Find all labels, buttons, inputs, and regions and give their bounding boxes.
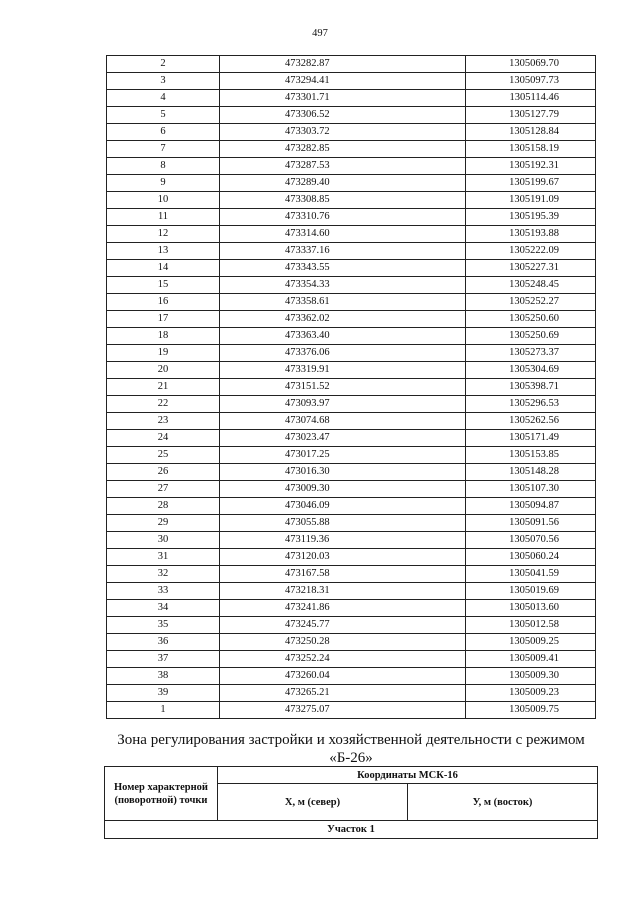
point-number-cell: 14 — [107, 260, 220, 277]
x-coordinate-cell: 473289.40 — [220, 175, 466, 192]
y-coordinate-cell: 1305192.31 — [466, 158, 596, 175]
table-row — [107, 447, 596, 464]
y-coordinate-cell: 1305248.45 — [466, 277, 596, 294]
point-number-cell: 21 — [107, 379, 220, 396]
y-coordinate-cell: 1305009.30 — [466, 668, 596, 685]
y-coordinate-cell: 1305013.60 — [466, 600, 596, 617]
point-number-header: Номер характерной (поворотной) точки — [105, 767, 218, 821]
y-coordinate-cell: 1305398.71 — [466, 379, 596, 396]
point-number-cell: 10 — [107, 192, 220, 209]
point-number-cell: 35 — [107, 617, 220, 634]
y-coordinate-cell: 1305273.37 — [466, 345, 596, 362]
x-coordinate-cell: 473363.40 — [220, 328, 466, 345]
y-coordinate-cell: 1305009.75 — [466, 702, 596, 719]
y-coordinate-cell: 1305107.30 — [466, 481, 596, 498]
table-row — [107, 243, 596, 260]
table-row — [107, 311, 596, 328]
point-number-cell: 23 — [107, 413, 220, 430]
zone-title: Зона регулирования застройки и хозяйственной деятельности с режимом «Б-26» — [117, 732, 585, 766]
section-label: Участок 1 — [105, 821, 598, 839]
table-row — [107, 362, 596, 379]
zone-coordinates-header-table — [104, 766, 598, 839]
x-coordinate-cell: 473017.25 — [220, 447, 466, 464]
x-coordinate-cell: 473287.53 — [220, 158, 466, 175]
table-row — [107, 294, 596, 311]
point-number-cell: 13 — [107, 243, 220, 260]
point-number-cell: 32 — [107, 566, 220, 583]
point-number-cell: 15 — [107, 277, 220, 294]
table-row — [107, 413, 596, 430]
table-row — [107, 260, 596, 277]
point-number-cell: 38 — [107, 668, 220, 685]
y-coordinate-cell: 1305070.56 — [466, 532, 596, 549]
point-number-cell: 6 — [107, 124, 220, 141]
point-number-cell: 17 — [107, 311, 220, 328]
x-coordinate-cell: 473252.24 — [220, 651, 466, 668]
table-row — [107, 209, 596, 226]
table-row — [107, 481, 596, 498]
point-number-cell: 12 — [107, 226, 220, 243]
table-row — [107, 464, 596, 481]
point-number-cell: 5 — [107, 107, 220, 124]
y-coordinate-cell: 1305127.79 — [466, 107, 596, 124]
table-row — [107, 600, 596, 617]
x-coordinate-cell: 473250.28 — [220, 634, 466, 651]
table-row — [107, 651, 596, 668]
y-coordinate-cell: 1305019.69 — [466, 583, 596, 600]
table-row — [107, 685, 596, 702]
y-coordinate-cell: 1305153.85 — [466, 447, 596, 464]
table-row — [107, 124, 596, 141]
y-coordinate-cell: 1305009.41 — [466, 651, 596, 668]
y-coordinate-cell: 1305199.67 — [466, 175, 596, 192]
y-coordinate-cell: 1305304.69 — [466, 362, 596, 379]
point-number-cell: 2 — [107, 56, 220, 73]
table-row — [107, 515, 596, 532]
x-coordinate-cell: 473306.52 — [220, 107, 466, 124]
x-coordinate-cell: 473074.68 — [220, 413, 466, 430]
x-coordinate-cell: 473218.31 — [220, 583, 466, 600]
x-coordinate-cell: 473046.09 — [220, 498, 466, 515]
table-row — [107, 328, 596, 345]
y-coordinate-cell: 1305060.24 — [466, 549, 596, 566]
x-coordinate-cell: 473294.41 — [220, 73, 466, 90]
point-number-cell: 29 — [107, 515, 220, 532]
table-row — [107, 345, 596, 362]
y-coordinate-cell: 1305128.84 — [466, 124, 596, 141]
x-north-header: X, м (север) — [218, 784, 408, 821]
point-number-cell: 18 — [107, 328, 220, 345]
table-row — [107, 396, 596, 413]
y-coordinate-cell: 1305097.73 — [466, 73, 596, 90]
x-coordinate-cell: 473301.71 — [220, 90, 466, 107]
point-number-cell: 19 — [107, 345, 220, 362]
y-coordinate-cell: 1305094.87 — [466, 498, 596, 515]
y-coordinate-cell: 1305250.69 — [466, 328, 596, 345]
y-coordinate-cell: 1305041.59 — [466, 566, 596, 583]
page-number: 497 — [312, 28, 328, 39]
table-row — [107, 668, 596, 685]
y-coordinate-cell: 1305009.25 — [466, 634, 596, 651]
table-row — [107, 56, 596, 73]
y-coordinate-cell: 1305191.09 — [466, 192, 596, 209]
table-row — [107, 702, 596, 719]
point-number-cell: 27 — [107, 481, 220, 498]
table-row — [107, 566, 596, 583]
y-coordinate-cell: 1305193.88 — [466, 226, 596, 243]
x-coordinate-cell: 473167.58 — [220, 566, 466, 583]
point-number-cell: 25 — [107, 447, 220, 464]
point-number-cell: 1 — [107, 702, 220, 719]
point-number-cell: 7 — [107, 141, 220, 158]
x-coordinate-cell: 473151.52 — [220, 379, 466, 396]
table-row — [107, 583, 596, 600]
table-row — [107, 277, 596, 294]
coordinates-table — [106, 55, 596, 719]
y-coordinate-cell: 1305262.56 — [466, 413, 596, 430]
point-number-cell: 4 — [107, 90, 220, 107]
x-coordinate-cell: 473314.60 — [220, 226, 466, 243]
table-row — [107, 141, 596, 158]
y-coordinate-cell: 1305227.31 — [466, 260, 596, 277]
x-coordinate-cell: 473310.76 — [220, 209, 466, 226]
y-coordinate-cell: 1305158.19 — [466, 141, 596, 158]
x-coordinate-cell: 473120.03 — [220, 549, 466, 566]
y-coordinate-cell: 1305222.09 — [466, 243, 596, 260]
point-number-cell: 33 — [107, 583, 220, 600]
x-coordinate-cell: 473376.06 — [220, 345, 466, 362]
point-number-cell: 16 — [107, 294, 220, 311]
coordinates-system-header: Координаты МСК-16 — [218, 767, 598, 784]
table-row — [107, 175, 596, 192]
table-row — [107, 158, 596, 175]
point-number-cell: 9 — [107, 175, 220, 192]
x-coordinate-cell: 473260.04 — [220, 668, 466, 685]
x-coordinate-cell: 473055.88 — [220, 515, 466, 532]
coordinates-table-body — [107, 56, 596, 719]
table-row — [107, 498, 596, 515]
point-number-cell: 34 — [107, 600, 220, 617]
point-number-cell: 8 — [107, 158, 220, 175]
table-row — [107, 226, 596, 243]
point-number-cell: 28 — [107, 498, 220, 515]
table-row — [107, 73, 596, 90]
y-coordinate-cell: 1305114.46 — [466, 90, 596, 107]
y-coordinate-cell: 1305252.27 — [466, 294, 596, 311]
point-number-cell: 26 — [107, 464, 220, 481]
point-number-cell: 24 — [107, 430, 220, 447]
x-coordinate-cell: 473009.30 — [220, 481, 466, 498]
y-east-header: У, м (восток) — [408, 784, 598, 821]
y-coordinate-cell: 1305250.60 — [466, 311, 596, 328]
y-coordinate-cell: 1305012.58 — [466, 617, 596, 634]
y-coordinate-cell: 1305009.23 — [466, 685, 596, 702]
x-coordinate-cell: 473245.77 — [220, 617, 466, 634]
table-row — [107, 379, 596, 396]
point-number-cell: 31 — [107, 549, 220, 566]
x-coordinate-cell: 473337.16 — [220, 243, 466, 260]
x-coordinate-cell: 473354.33 — [220, 277, 466, 294]
table-row — [107, 192, 596, 209]
point-number-cell: 30 — [107, 532, 220, 549]
x-coordinate-cell: 473343.55 — [220, 260, 466, 277]
x-coordinate-cell: 473362.02 — [220, 311, 466, 328]
point-number-cell: 3 — [107, 73, 220, 90]
y-coordinate-cell: 1305091.56 — [466, 515, 596, 532]
x-coordinate-cell: 473093.97 — [220, 396, 466, 413]
point-number-cell: 11 — [107, 209, 220, 226]
point-number-cell: 22 — [107, 396, 220, 413]
x-coordinate-cell: 473241.86 — [220, 600, 466, 617]
y-coordinate-cell: 1305171.49 — [466, 430, 596, 447]
x-coordinate-cell: 473358.61 — [220, 294, 466, 311]
table-row — [107, 532, 596, 549]
x-coordinate-cell: 473275.07 — [220, 702, 466, 719]
y-coordinate-cell: 1305069.70 — [466, 56, 596, 73]
table-row — [107, 90, 596, 107]
y-coordinate-cell: 1305296.53 — [466, 396, 596, 413]
table-row — [107, 617, 596, 634]
x-coordinate-cell: 473282.85 — [220, 141, 466, 158]
table-row — [107, 549, 596, 566]
x-coordinate-cell: 473016.30 — [220, 464, 466, 481]
x-coordinate-cell: 473308.85 — [220, 192, 466, 209]
point-number-cell: 36 — [107, 634, 220, 651]
x-coordinate-cell: 473023.47 — [220, 430, 466, 447]
point-number-cell: 37 — [107, 651, 220, 668]
point-number-cell: 20 — [107, 362, 220, 379]
point-number-cell: 39 — [107, 685, 220, 702]
x-coordinate-cell: 473303.72 — [220, 124, 466, 141]
table-row — [107, 430, 596, 447]
y-coordinate-cell: 1305148.28 — [466, 464, 596, 481]
x-coordinate-cell: 473119.36 — [220, 532, 466, 549]
x-coordinate-cell: 473265.21 — [220, 685, 466, 702]
table-row — [107, 634, 596, 651]
x-coordinate-cell: 473282.87 — [220, 56, 466, 73]
y-coordinate-cell: 1305195.39 — [466, 209, 596, 226]
table-row — [107, 107, 596, 124]
x-coordinate-cell: 473319.91 — [220, 362, 466, 379]
